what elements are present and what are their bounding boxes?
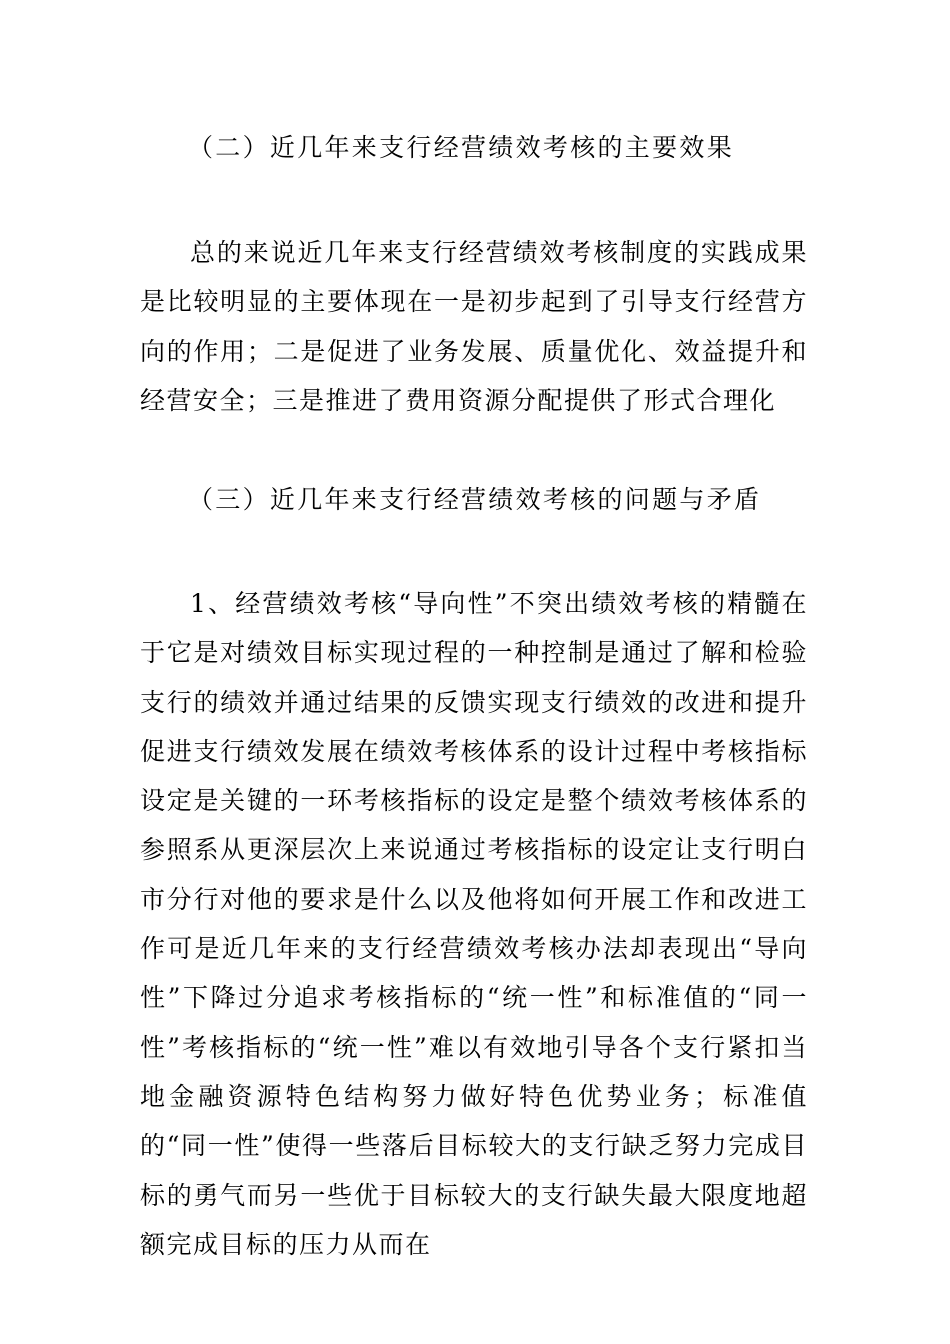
section-2-heading: （二）近几年来支行经营绩效考核的主要效果 [188,133,735,162]
section-2-paragraph: 总的来说近几年来支行经营绩效考核制度的实践成果是比较明显的主要体现在一是初步起到了引导支行经营方向的作用；二是促进了业务发展、质量优化、效益提升和经营安全；三是推进了费用资源分配提供了形式合理化 [140,238,808,415]
section-3-paragraph: 1、经营绩效考核“导向性”不突出绩效考核的精髓在于它是对绩效目标实现过程的一种控制是通过了解和检验支行的绩效并通过结果的反馈实现支行绩效的改进和提升促进支行绩效发展在绩效考核体系的设计过程中考核指标设定是关键的一环考核指标的设定是整个绩效考核体系的参照系从更深层次上来说通过考核指标的设定让支行明白市分行对他的要求是什么以及他将如何开展工作和改进工作可是近几年来的支行经营绩效考核办法却表现出“导向性”下降过分追求考核指标的“统一性”和标准值的“同一性”考核指标的“统一性”难以有效地引导各个支行紧扣当地金融资源特色结构努力做好特色优势业务；标准值的“同一性”使得一些落后目标较大的支行缺乏努力完成目标的勇气而另一些优于目标较大的支行缺失最大限度地超额完成目标的压力从而在 [140,589,808,1259]
section-3-heading: （三）近几年来支行经营绩效考核的问题与矛盾 [188,485,762,514]
